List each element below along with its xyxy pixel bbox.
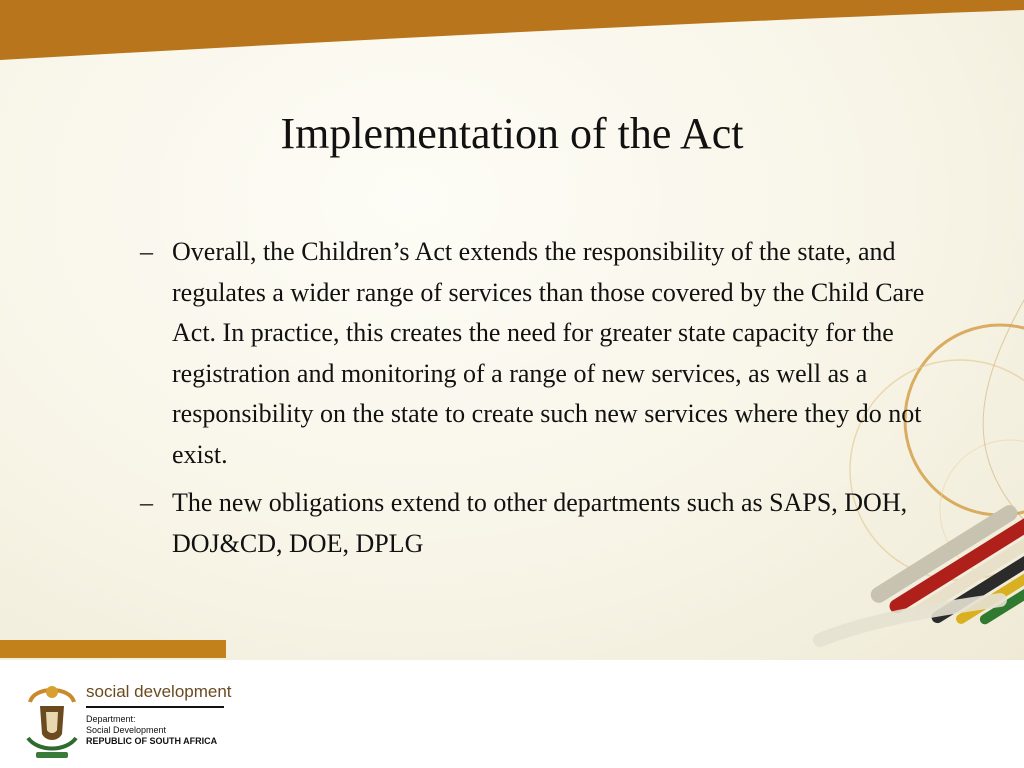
dept-line-3: REPUBLIC OF SOUTH AFRICA [86,736,218,746]
footer [0,660,1024,768]
department-label [86,714,217,747]
slide-title: Implementation of the Act [280,109,744,158]
brand-divider [86,706,224,708]
bullet-item [140,232,940,475]
bullet-dash: – [140,237,153,266]
bullet-dash: – [140,488,153,517]
coat-of-arms-logo [24,678,80,760]
bullet-list [140,232,940,572]
bullet-text: The new obligations extend to other departments such as SAPS, DOH, DOJ&CD, DOE, DPLG [172,488,908,558]
dept-line-2: Social Development [86,725,167,735]
bullet-text: Overall, the Children’s Act extends the responsibility of the state, and regulates a wider range of services than those covered by the Child Care Act. In practice, this creates the need for greater state capacity for the registration and monitoring of a range of new services, as well as a responsibility on the state to create such new services where they do not exist. [172,237,925,469]
brand-name: social development [86,682,232,701]
bottom-accent-bar [0,640,226,658]
dept-line-1: Department: [86,714,136,724]
bullet-item [140,483,940,564]
